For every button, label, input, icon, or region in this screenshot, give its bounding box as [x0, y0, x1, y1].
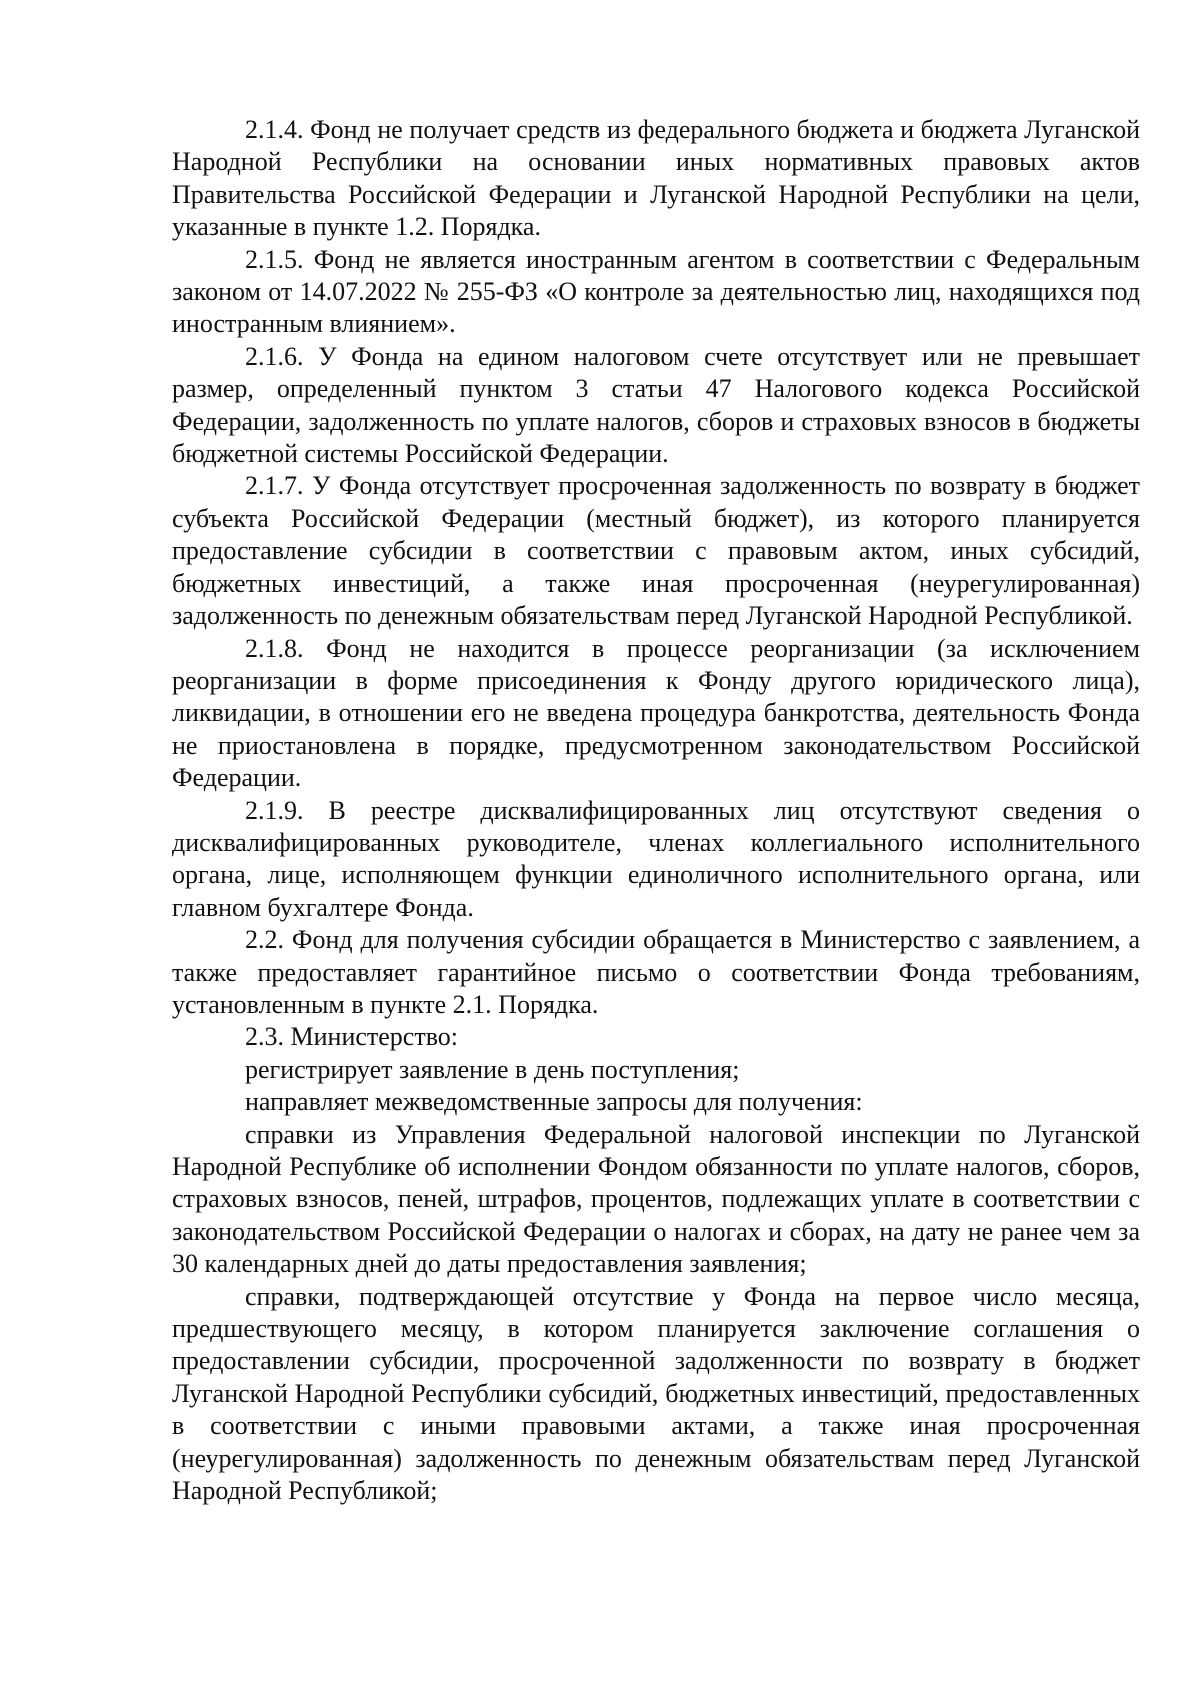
paragraph-debt-certificate: справки, подтверждающей отсутствие у Фонда на первое число месяца, предшествующего месяцу, в котором планируется заключение соглашения о предоставлении субсидии, просроченной задолженности по возврату в бюджет Луганской Народной Республики субсидий, бюджетных инвестиций, предоставленных в соответствии с иными правовыми актами, а также иная просроченная (неурегулированная) задолженность по денежным обязательствам перед Луганской Народной Республикой;: [172, 1281, 1140, 1506]
paragraph-2-1-9: 2.1.9. В реестре дисквалифицированных лиц отсутствуют сведения о дисквалифицированных руководителе, членах коллегиального исполнительного органа, лице, исполняющем функции единоличного исполнительного органа, или главном бухгалтере Фонда.: [172, 795, 1140, 922]
document-body: [172, 114, 1140, 1507]
paragraph-2-3: 2.3. Министерство:: [245, 1022, 459, 1052]
paragraph-sends-requests: направляет межведомственные запросы для получения:: [245, 1087, 863, 1117]
paragraph-tax-certificate: справки из Управления Федеральной налоговой инспекции по Луганской Народной Республике об исполнении Фондом обязанности по уплате налогов, сборов, страховых взносов, пеней, штрафов, процентов, подлежащих уплате в соответствии с законодательством Российской Федерации о налогах и сборах, на дату не ранее чем за 30 календарных дней до даты предоставления заявления;: [172, 1119, 1140, 1279]
paragraph-2-1-4: 2.1.4. Фонд не получает средств из федерального бюджета и бюджета Луганской Народной Республики на основании иных нормативных правовых актов Правительства Российской Федерации и Луганской Народной Республики на цели, указанные в пункте 1.2. Порядка.: [172, 115, 1140, 242]
paragraph-registers-application: регистрирует заявление в день поступления;: [245, 1054, 740, 1084]
paragraph-2-1-8: 2.1.8. Фонд не находится в процессе реорганизации (за исключением реорганизации в форме присоединения к Фонду другого юридического лица), ликвидации, в отношении его не введена процедура банкротства, деятельность Фонда не приостановлена в порядке, предусмотренном законодательством Российской Федерации.: [172, 633, 1140, 793]
paragraph-2-1-6: 2.1.6. У Фонда на едином налоговом счете отсутствует или не превышает размер, определенный пунктом 3 статьи 47 Налогового кодекса Российской Федерации, задолженность по уплате налогов, сборов и страховых взносов в бюджеты бюджетной системы Российской Федерации.: [172, 341, 1140, 469]
paragraph-2-2: 2.2. Фонд для получения субсидии обращается в Министерство с заявлением, а также предоставляет гарантийное письмо о соответствии Фонда требованиям, установленным в пункте 2.1. Порядка.: [172, 925, 1140, 1019]
paragraph-2-1-7: 2.1.7. У Фонда отсутствует просроченная задолженность по возврату в бюджет субъекта Российской Федерации (местный бюджет), из которого планируется предоставление субсидии в соответствии с правовым актом, иных субсидий, бюджетных инвестиций, а также иная просроченная (неурегулированная) задолженность по денежным обязательствам перед Луганской Народной Республикой.: [172, 471, 1140, 631]
paragraph-2-1-5: 2.1.5. Фонд не является иностранным агентом в соответствии с Федеральным законом от 14.07.2022 № 255-ФЗ «О контроле за деятельностью лиц, находящихся под иностранным влиянием».: [172, 244, 1140, 339]
